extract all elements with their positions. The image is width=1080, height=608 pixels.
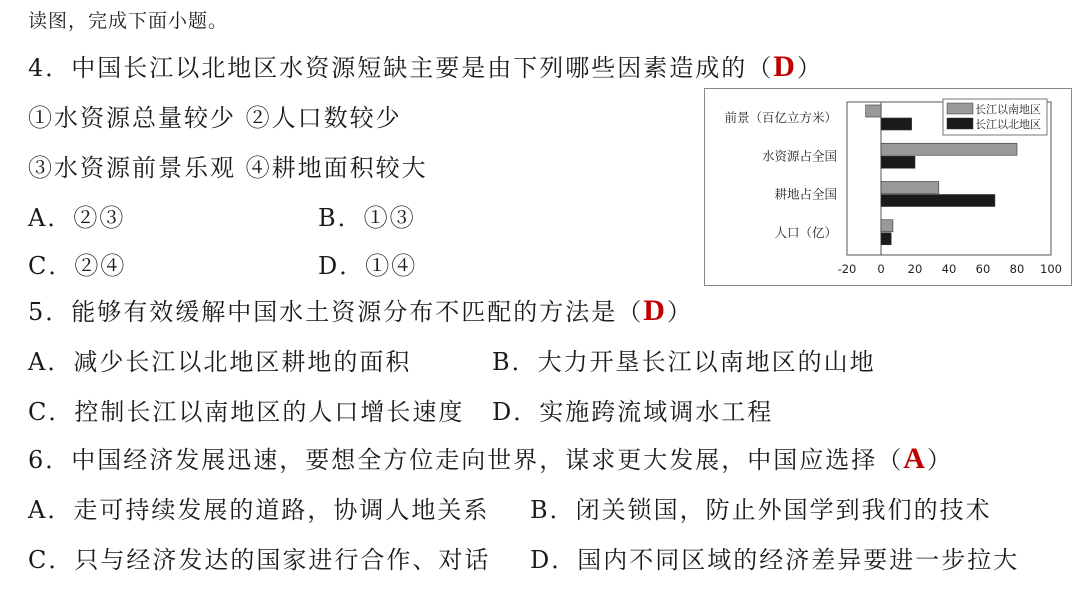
question-4-stem bbox=[28, 48, 823, 84]
bar bbox=[881, 233, 891, 245]
category-label: 前景（百亿立方米） bbox=[724, 110, 837, 125]
question-5-text: 5．能够有效缓解中国水土资源分布不匹配的方法是（ bbox=[28, 298, 644, 326]
question-4-answer: D bbox=[773, 50, 797, 83]
question-5-stem bbox=[28, 292, 693, 328]
question-4-close: ） bbox=[796, 54, 823, 82]
legend-swatch bbox=[947, 118, 973, 129]
bar bbox=[881, 220, 893, 232]
category-label: 水资源占全国 bbox=[761, 148, 837, 164]
x-tick-label: 80 bbox=[1009, 262, 1025, 276]
bar bbox=[881, 143, 1017, 155]
question-6-stem bbox=[28, 440, 953, 476]
question-4-statements-2: ③水资源前景乐观 ④耕地面积较大 bbox=[28, 154, 428, 182]
x-tick-label: 100 bbox=[1040, 262, 1062, 276]
question-6-option-d: D．国内不同区域的经济差异要进一步拉大 bbox=[530, 546, 1020, 574]
legend-label: 长江以南地区 bbox=[975, 103, 1041, 116]
bar bbox=[866, 105, 881, 117]
bar bbox=[881, 118, 912, 130]
x-tick-label: 60 bbox=[975, 262, 991, 276]
category-label: 人口（亿） bbox=[774, 224, 837, 240]
question-4-option-d: D．①④ bbox=[318, 252, 418, 280]
question-6-text: 6．中国经济发展迅速，要想全方位走向世界，谋求更大发展，中国应选择（ bbox=[28, 446, 904, 474]
bar-chart bbox=[704, 88, 1072, 286]
x-tick-label: -20 bbox=[837, 262, 857, 276]
question-5-option-b: B．大力开垦长江以南地区的山地 bbox=[492, 348, 876, 376]
question-5-option-c: C．控制长江以南地区的人口增长速度 bbox=[28, 398, 465, 426]
question-5-option-d: D．实施跨流域调水工程 bbox=[492, 398, 774, 426]
x-tick-label: 0 bbox=[877, 262, 885, 276]
question-4-text: 4．中国长江以北地区水资源短缺主要是由下列哪些因素造成的（ bbox=[28, 54, 774, 82]
question-4-statements-1: ①水资源总量较少 ②人口数较少 bbox=[28, 104, 402, 132]
legend-swatch bbox=[947, 103, 973, 114]
question-6-option-b: B．闭关锁国，防止外国学到我们的技术 bbox=[530, 496, 992, 524]
bar bbox=[881, 195, 995, 207]
x-tick-label: 40 bbox=[941, 262, 957, 276]
question-5-close: ） bbox=[666, 298, 693, 326]
question-4-option-c: C．②④ bbox=[28, 252, 127, 280]
question-6-option-c: C．只与经济发达的国家进行合作、对话 bbox=[28, 546, 491, 574]
question-5-option-a: A．减少长江以北地区耕地的面积 bbox=[28, 348, 412, 376]
question-6-option-a: A．走可持续发展的道路，协调人地关系 bbox=[28, 496, 490, 524]
bar bbox=[881, 182, 939, 194]
bar bbox=[881, 156, 915, 168]
question-4-option-b: B．①③ bbox=[318, 204, 416, 232]
question-5-answer: D bbox=[643, 294, 667, 327]
category-label: 耕地占全国 bbox=[774, 186, 837, 202]
legend-label: 长江以北地区 bbox=[975, 118, 1041, 131]
intro-text: 读图，完成下面小题。 bbox=[28, 10, 229, 32]
question-6-answer: A bbox=[903, 442, 927, 475]
bar-chart-svg bbox=[705, 89, 1071, 285]
question-6-close: ） bbox=[926, 446, 953, 474]
question-4-option-a: A．②③ bbox=[28, 204, 126, 232]
x-tick-label: 20 bbox=[907, 262, 923, 276]
